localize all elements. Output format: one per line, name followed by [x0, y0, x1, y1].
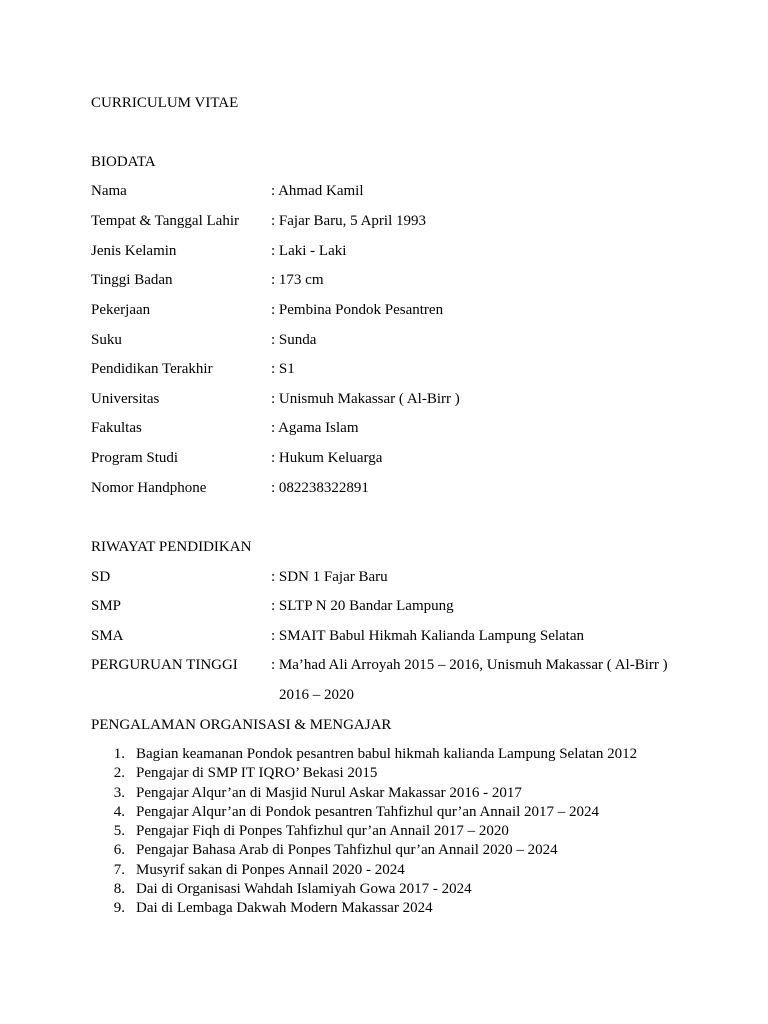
biodata-value: : 082238322891: [271, 480, 369, 496]
education-value: : SLTP N 20 Bandar Lampung: [271, 598, 454, 614]
biodata-label: Suku: [91, 332, 122, 348]
biodata-label: Program Studi: [91, 450, 179, 466]
education-value: : SDN 1 Fajar Baru: [271, 569, 388, 585]
biodata-value: : Sunda: [271, 332, 317, 348]
biodata-label: Jenis Kelamin: [91, 243, 177, 259]
biodata-label: Nomor Handphone: [91, 480, 207, 496]
education-label: PERGURUAN TINGGI: [91, 657, 238, 673]
biodata-value: : Fajar Baru, 5 April 1993: [271, 213, 426, 229]
list-item: Dai di Organisasi Wahdah Islamiyah Gowa 2017 - 2024: [136, 881, 472, 897]
biodata-value: : 173 cm: [271, 272, 324, 288]
list-item-number: 2.: [113, 765, 125, 781]
biodata-value: : S1: [271, 361, 295, 377]
list-item: Bagian keamanan Pondok pesantren babul hikmah kalianda Lampung Selatan 2012: [136, 746, 638, 762]
list-item-number: 9.: [113, 900, 125, 916]
biodata-label: Tempat & Tanggal Lahir: [91, 213, 239, 229]
list-item-number: 1.: [113, 746, 125, 762]
list-item: Pengajar Fiqh di Ponpes Tahfizhul qur’an Annail 2017 – 2020: [136, 823, 509, 839]
biodata-value: : Unismuh Makassar ( Al-Birr ): [271, 391, 460, 407]
list-item-number: 4.: [113, 804, 125, 820]
biodata-value: : Laki - Laki: [271, 243, 347, 259]
list-item: Pengajar Alqur’an di Pondok pesantren Tahfizhul qur’an Annail 2017 – 2024: [136, 804, 600, 820]
document-title: CURRICULUM VITAE: [91, 95, 239, 111]
biodata-value: : Hukum Keluarga: [271, 450, 383, 466]
biodata-label: Pekerjaan: [91, 302, 151, 318]
list-item: Musyrif sakan di Ponpes Annail 2020 - 2024: [136, 862, 405, 878]
list-item-number: 7.: [113, 862, 125, 878]
education-value: : Ma’had Ali Arroyah 2015 – 2016, Unismuh Makassar ( Al-Birr ): [271, 657, 668, 673]
biodata-value: : Agama Islam: [271, 420, 359, 436]
education-value-continuation: 2016 – 2020: [279, 687, 354, 703]
list-item: Pengajar di SMP IT IQRO’ Bekasi 2015: [136, 765, 378, 781]
list-item: Pengajar Alqur’an di Masjid Nurul Askar Makassar 2016 - 2017: [136, 785, 522, 801]
education-label: SD: [91, 569, 111, 585]
biodata-label: Universitas: [91, 391, 160, 407]
biodata-label: Pendidikan Terakhir: [91, 361, 213, 377]
biodata-label: Fakultas: [91, 420, 142, 436]
biodata-value: : Pembina Pondok Pesantren: [271, 302, 444, 318]
list-item: Pengajar Bahasa Arab di Ponpes Tahfizhul qur’an Annail 2020 – 2024: [136, 842, 558, 858]
education-label: SMA: [91, 628, 124, 644]
list-item-number: 6.: [113, 842, 125, 858]
biodata-heading: BIODATA: [91, 154, 156, 170]
education-value: : SMAIT Babul Hikmah Kalianda Lampung Selatan: [271, 628, 585, 644]
list-item-number: 3.: [113, 785, 125, 801]
list-item-number: 5.: [113, 823, 125, 839]
list-item: Dai di Lembaga Dakwah Modern Makassar 2024: [136, 900, 433, 916]
experience-heading: PENGALAMAN ORGANISASI & MENGAJAR: [91, 717, 392, 733]
biodata-label: Nama: [91, 183, 127, 199]
education-heading: RIWAYAT PENDIDIKAN: [91, 539, 252, 555]
education-label: SMP: [91, 598, 122, 614]
list-item-number: 8.: [113, 881, 125, 897]
biodata-label: Tinggi Badan: [91, 272, 173, 288]
biodata-value: : Ahmad Kamil: [271, 183, 364, 199]
